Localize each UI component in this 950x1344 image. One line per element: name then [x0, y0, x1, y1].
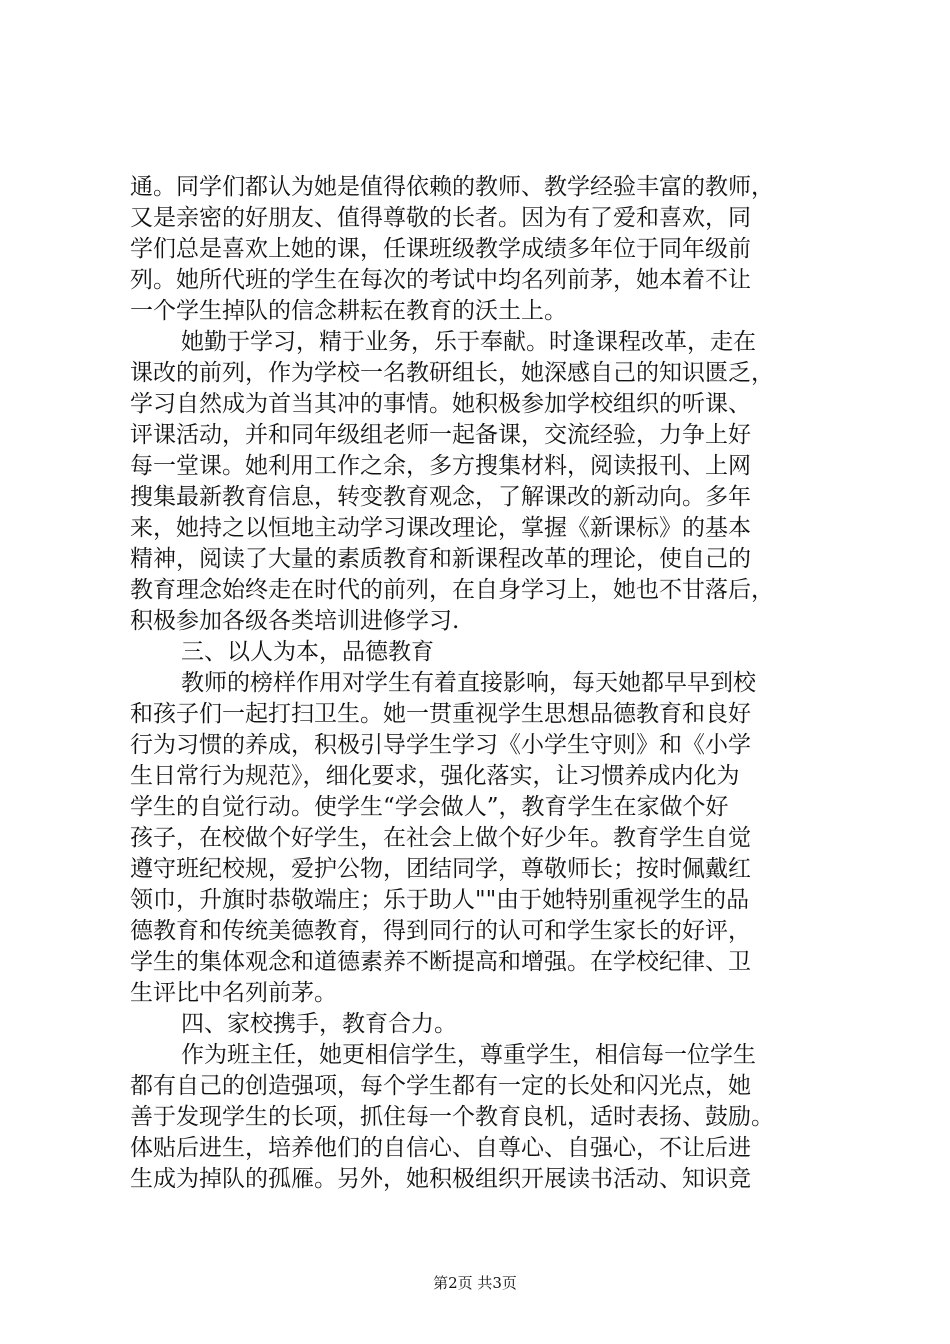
- text-line: 善于发现学生的长项，抓住每一个教育良机，适时表扬、鼓励。: [130, 1104, 774, 1130]
- text-line: 教师的榜样作用对学生有着直接影响，每天她都早早到校: [181, 670, 756, 696]
- text-line: 三、以人为本，品德教育: [181, 639, 434, 665]
- text-line: 德教育和传统美德教育，得到同行的认可和学生家长的好评，: [130, 918, 751, 944]
- text-line: 课改的前列，作为学校一名教研组长，她深感自己的知识匮乏，: [130, 360, 774, 386]
- text-line: 每一堂课。她利用工作之余，多方搜集材料，阅读报刊、上网: [130, 453, 751, 479]
- text-line: 学习自然成为首当其冲的事情。她积极参加学校组织的听课、: [130, 391, 751, 417]
- text-line: 精神，阅读了大量的素质教育和新课程改革的理论，使自己的: [130, 546, 751, 572]
- text-line: 学们总是喜欢上她的课，任课班级教学成绩多年位于同年级前: [130, 236, 751, 262]
- page-footer: 第2页 共3页: [433, 1274, 517, 1292]
- text-line: 四、家校携手，教育合力。: [181, 1011, 457, 1037]
- text-line: 积极参加各级各类培训进修学习.: [130, 608, 460, 634]
- text-line: 生评比中名列前茅。: [130, 980, 337, 1006]
- text-line: 生日常行为规范》，细化要求，强化落实，让习惯养成内化为: [130, 763, 740, 789]
- text-line: 都有自己的创造强项，每个学生都有一定的长处和闪光点，她: [130, 1073, 751, 1099]
- text-line: 行为习惯的养成，积极引导学生学习《小学生守则》和《小学: [130, 732, 751, 758]
- text-line: 一个学生掉队的信念耕耘在教育的沃土上。: [130, 298, 567, 324]
- text-line: 来，她持之以恒地主动学习课改理论，掌握《新课标》的基本: [130, 515, 751, 541]
- text-line: 评课活动，并和同年级组老师一起备课，交流经验，力争上好: [130, 422, 751, 448]
- text-line: 列。她所代班的学生在每次的考试中均名列前茅，她本着不让: [130, 267, 751, 293]
- text-line: 作为班主任，她更相信学生，尊重学生，相信每一位学生: [181, 1042, 756, 1068]
- text-line: 生成为掉队的孤雁。另外，她积极组织开展读书活动、知识竞: [130, 1166, 751, 1192]
- text-line: 通。同学们都认为她是值得依赖的教师、教学经验丰富的教师，: [130, 174, 774, 200]
- text-line: 学生的集体观念和道德素养不断提高和增强。在学校纪律、卫: [130, 949, 751, 975]
- text-line: 和孩子们一起打扫卫生。她一贯重视学生思想品德教育和良好: [130, 701, 751, 727]
- text-line: 体贴后进生，培养他们的自信心、自尊心、自强心，不让后进: [130, 1135, 751, 1161]
- text-line: 教育理念始终走在时代的前列，在自身学习上，她也不甘落后，: [130, 577, 774, 603]
- text-line: 学生的自觉行动。使学生“学会做人”，教育学生在家做个好: [130, 794, 729, 820]
- text-line: 她勤于学习，精于业务，乐于奉献。时逢课程改革，走在: [181, 329, 756, 355]
- document-body: [130, 172, 830, 1195]
- text-line: 遵守班纪校规，爱护公物，团结同学，尊敬师长；按时佩戴红: [130, 856, 751, 882]
- text-line: 搜集最新教育信息，转变教育观念，了解课改的新动向。多年: [130, 484, 751, 510]
- text-line: 又是亲密的好朋友、值得尊敬的长者。因为有了爱和喜欢，同: [130, 205, 751, 231]
- text-line: 领巾，升旗时恭敬端庄；乐于助人""由于她特别重视学生的品: [130, 887, 750, 913]
- text-line: 孩子，在校做个好学生，在社会上做个好少年。教育学生自觉: [130, 825, 751, 851]
